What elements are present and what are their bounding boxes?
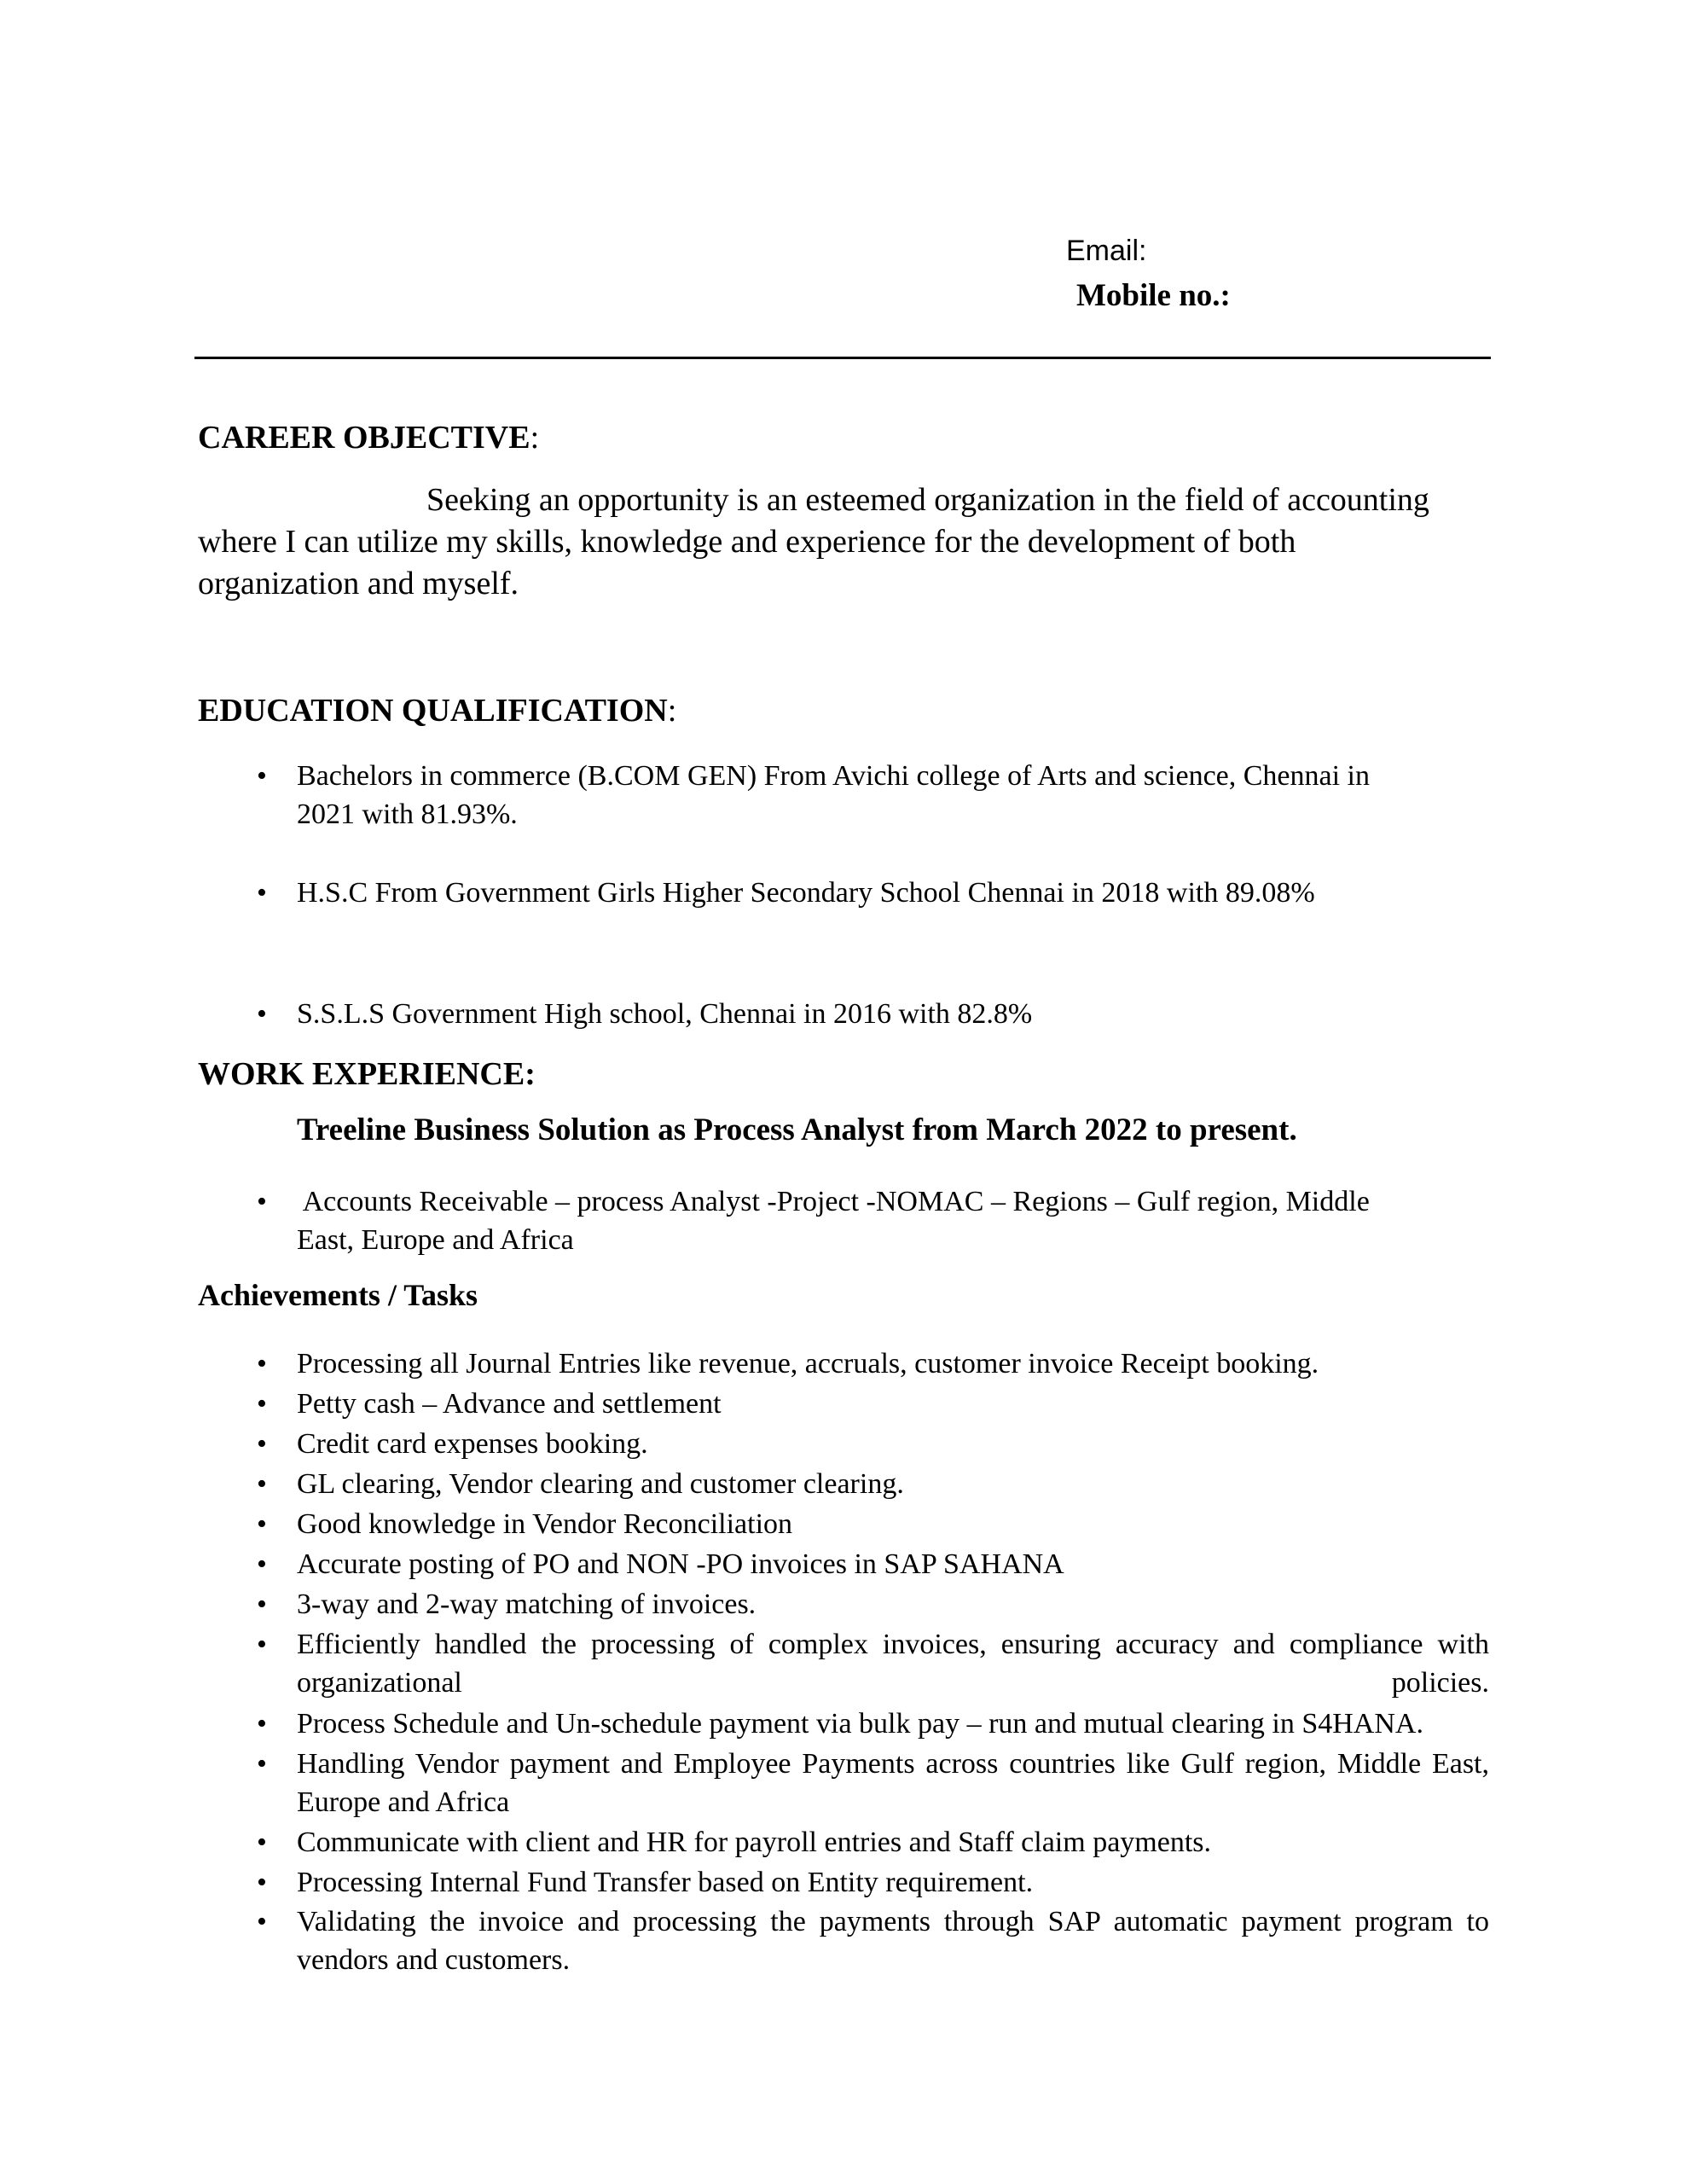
bullet-icon: •: [257, 1906, 267, 1937]
achievement-item-text: Processing all Journal Entries like revenue, accruals, customer invoice Receipt booking.: [297, 1348, 1319, 1380]
bullet-icon: •: [257, 760, 267, 792]
career-objective-colon: :: [530, 420, 540, 456]
education-item-line: Bachelors in commerce (B.COM GEN) From Avichi college of Arts and science, Chennai in: [297, 760, 1370, 792]
achievement-item: [257, 1745, 1489, 1821]
role-item-line: East, Europe and Africa: [297, 1224, 574, 1256]
career-objective-title: CAREER OBJECTIVE: [198, 420, 530, 456]
education-item-line: H.S.C From Government Girls Higher Secondary School Chennai in 2018 with 89.08%: [297, 877, 1315, 909]
achievement-item: [257, 1345, 1489, 1383]
achievement-item: [257, 1823, 1489, 1862]
achievement-item-text: Process Schedule and Un-schedule payment via bulk pay – run and mutual clearing in S4HANA.: [297, 1708, 1423, 1740]
education-title: EDUCATION QUALIFICATION: [198, 693, 668, 729]
bullet-icon: •: [257, 1548, 267, 1580]
company-line: Treeline Business Solution as Process Analyst from March 2022 to present.: [297, 1112, 1297, 1147]
objective-line: organization and myself.: [198, 566, 519, 601]
bullet-icon: •: [257, 1629, 267, 1660]
achievement-item: [257, 1585, 1489, 1623]
bullet-icon: •: [257, 1186, 267, 1217]
bullet-icon: •: [257, 1708, 267, 1740]
bullet-icon: •: [257, 998, 267, 1030]
work-experience-heading: [198, 1054, 536, 1094]
achievement-item-text: Processing Internal Fund Transfer based on Entity requirement.: [297, 1867, 1034, 1898]
education-item-line: 2021 with 81.93%.: [297, 799, 518, 830]
bullet-icon: •: [257, 1468, 267, 1500]
role-item-line: Accounts Receivable – process Analyst -Project -NOMAC – Regions – Gulf region, Middle: [297, 1186, 1370, 1217]
education-item: [257, 874, 1489, 912]
achievements-heading: Achievements / Tasks: [198, 1278, 478, 1312]
bullet-icon: •: [257, 877, 267, 909]
bullet-icon: •: [257, 1867, 267, 1898]
objective-line: where I can utilize my skills, knowledge and experience for the development of both: [198, 524, 1296, 560]
role-item: [257, 1182, 1489, 1259]
bullet-icon: •: [257, 1748, 267, 1780]
achievement-item-text: Communicate with client and HR for payroll entries and Staff claim payments.: [297, 1827, 1211, 1858]
achievement-item: [257, 1902, 1489, 1979]
bullet-icon: •: [257, 1428, 267, 1460]
achievement-item-text: Accurate posting of PO and NON -PO invoices in SAP SAHANA: [297, 1548, 1064, 1580]
achievement-item-text: Petty cash – Advance and settlement: [297, 1388, 722, 1420]
mobile-label: Mobile no.:: [1076, 278, 1231, 313]
bullet-icon: •: [257, 1508, 267, 1540]
achievement-item-text: Efficiently handled the processing of complex invoices, ensuring accuracy and compliance with organizational policies.: [297, 1629, 1489, 1699]
achievement-item: [257, 1425, 1489, 1463]
achievement-item: [257, 1545, 1489, 1583]
achievement-item-text: Handling Vendor payment and Employee Payments across countries like Gulf region, Middle East, Europe and Africa: [297, 1748, 1489, 1818]
education-item-line: S.S.L.S Government High school, Chennai in 2016 with 82.8%: [297, 998, 1033, 1030]
work-experience-title: WORK EXPERIENCE:: [198, 1056, 536, 1092]
bullet-icon: •: [257, 1388, 267, 1420]
achievement-item: [257, 1465, 1489, 1503]
achievement-item: [257, 1385, 1489, 1423]
achievement-item-text: Good knowledge in Vendor Reconciliation: [297, 1508, 793, 1540]
achievement-item: [257, 1705, 1489, 1743]
achievement-item-text: GL clearing, Vendor clearing and customer clearing.: [297, 1468, 904, 1500]
education-item: [257, 995, 1489, 1033]
achievement-item-text: 3-way and 2-way matching of invoices.: [297, 1589, 757, 1620]
bullet-icon: •: [257, 1589, 267, 1620]
objective-line: Seeking an opportunity is an esteemed organization in the field of accounting: [426, 482, 1429, 518]
achievement-item: [257, 1505, 1489, 1543]
achievement-item-text: Credit card expenses booking.: [297, 1428, 648, 1460]
achievement-item-text: Validating the invoice and processing the payments through SAP automatic payment program to vendors and customers.: [297, 1906, 1489, 1976]
header-divider: [194, 357, 1491, 359]
education-item: [257, 757, 1489, 834]
career-objective-heading: [198, 418, 539, 457]
bullet-icon: •: [257, 1348, 267, 1380]
education-heading: [198, 691, 676, 730]
bullet-icon: •: [257, 1827, 267, 1858]
email-label: Email:: [1066, 235, 1147, 267]
career-objective-text: [198, 479, 1494, 605]
education-colon: :: [667, 693, 677, 729]
achievement-item: [257, 1863, 1489, 1902]
